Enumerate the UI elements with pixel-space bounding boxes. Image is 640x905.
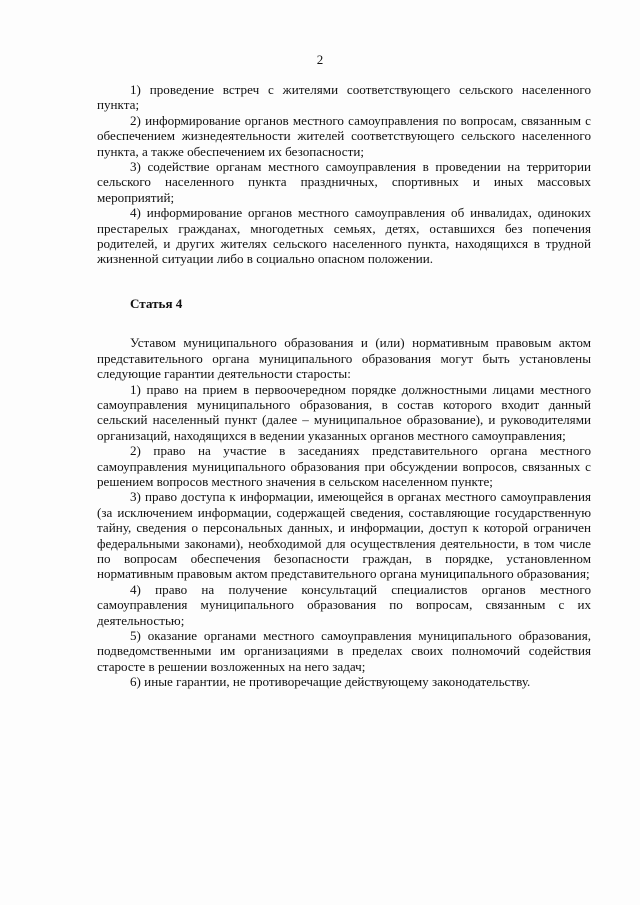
document-body [97,82,591,690]
guarantee-item-2: 2) право на участие в заседаниях представительного органа местного самоуправления муниципального образования при обсуждении вопросов, связанных с решением вопросов местного значения в сельском населенном пункте; [97,443,591,489]
article-intro: Уставом муниципального образования и (или) нормативным правовым актом представительного органа муниципального образования могут быть установлены следующие гарантии деятельности старосты: [97,335,591,382]
guarantee-item-4: 4) право на получение консультаций специалистов органов местного самоуправления муниципального образования по вопросам, связанным с их деятельностью; [97,581,591,628]
page-number: 2 [316,52,324,67]
list-item-3: 3) содействие органам местного самоуправления в проведении на территории сельского населенного пункта праздничных, спортивных и иных массовых мероприятий; [97,159,591,205]
guarantee-item-1: 1) право на прием в первоочередном порядке должностными лицами местного самоуправления муниципального образования, в состав которого входит данный сельский населенный пункт (далее – муниципальное образование), и руководителями организаций, находящихся в ведении указанных органов местного самоуправления; [97,381,591,443]
guarantee-item-3: 3) право доступа к информации, имеющейся в органах местного самоуправления (за исключением информации, содержащей сведения, составляющие государственную тайну, сведения о персональных данных, и информации, доступ к которой ограничен федеральными законами), необходимой для осуществления деятельности, в том числе по вопросам обеспечения безопасности граждан, в порядке, установленном нормативным правовым актом представительного органа муниципального образования; [97,489,591,582]
guarantee-item-6: 6) иные гарантии, не противоречащие действующему законодательству. [130,674,531,690]
guarantee-item-5: 5) оказание органами местного самоуправления муниципального образования, подведомственными им организациями в пределах своих полномочий содействия старосте в решении возложенных на него задач; [97,628,591,674]
list-item-2: 2) информирование органов местного самоуправления по вопросам, связанным с обеспечением жизнедеятельности жителей соответствующего сельского населенного пункта, а также обеспечением их безопасности; [97,112,591,159]
article-heading: Статья 4 [130,295,183,311]
list-item-4: 4) информирование органов местного самоуправления об инвалидах, одиноких престарелых гражданах, многодетных семьях, детях, оставшихся без попечения родителей, и других жителях сельского населенного пункта, находящихся в трудной жизненной ситуации либо в социально опасном положении. [97,205,591,267]
list-item-1: 1) проведение встреч с жителями соответствующего сельского населенного пункта; [97,82,591,113]
